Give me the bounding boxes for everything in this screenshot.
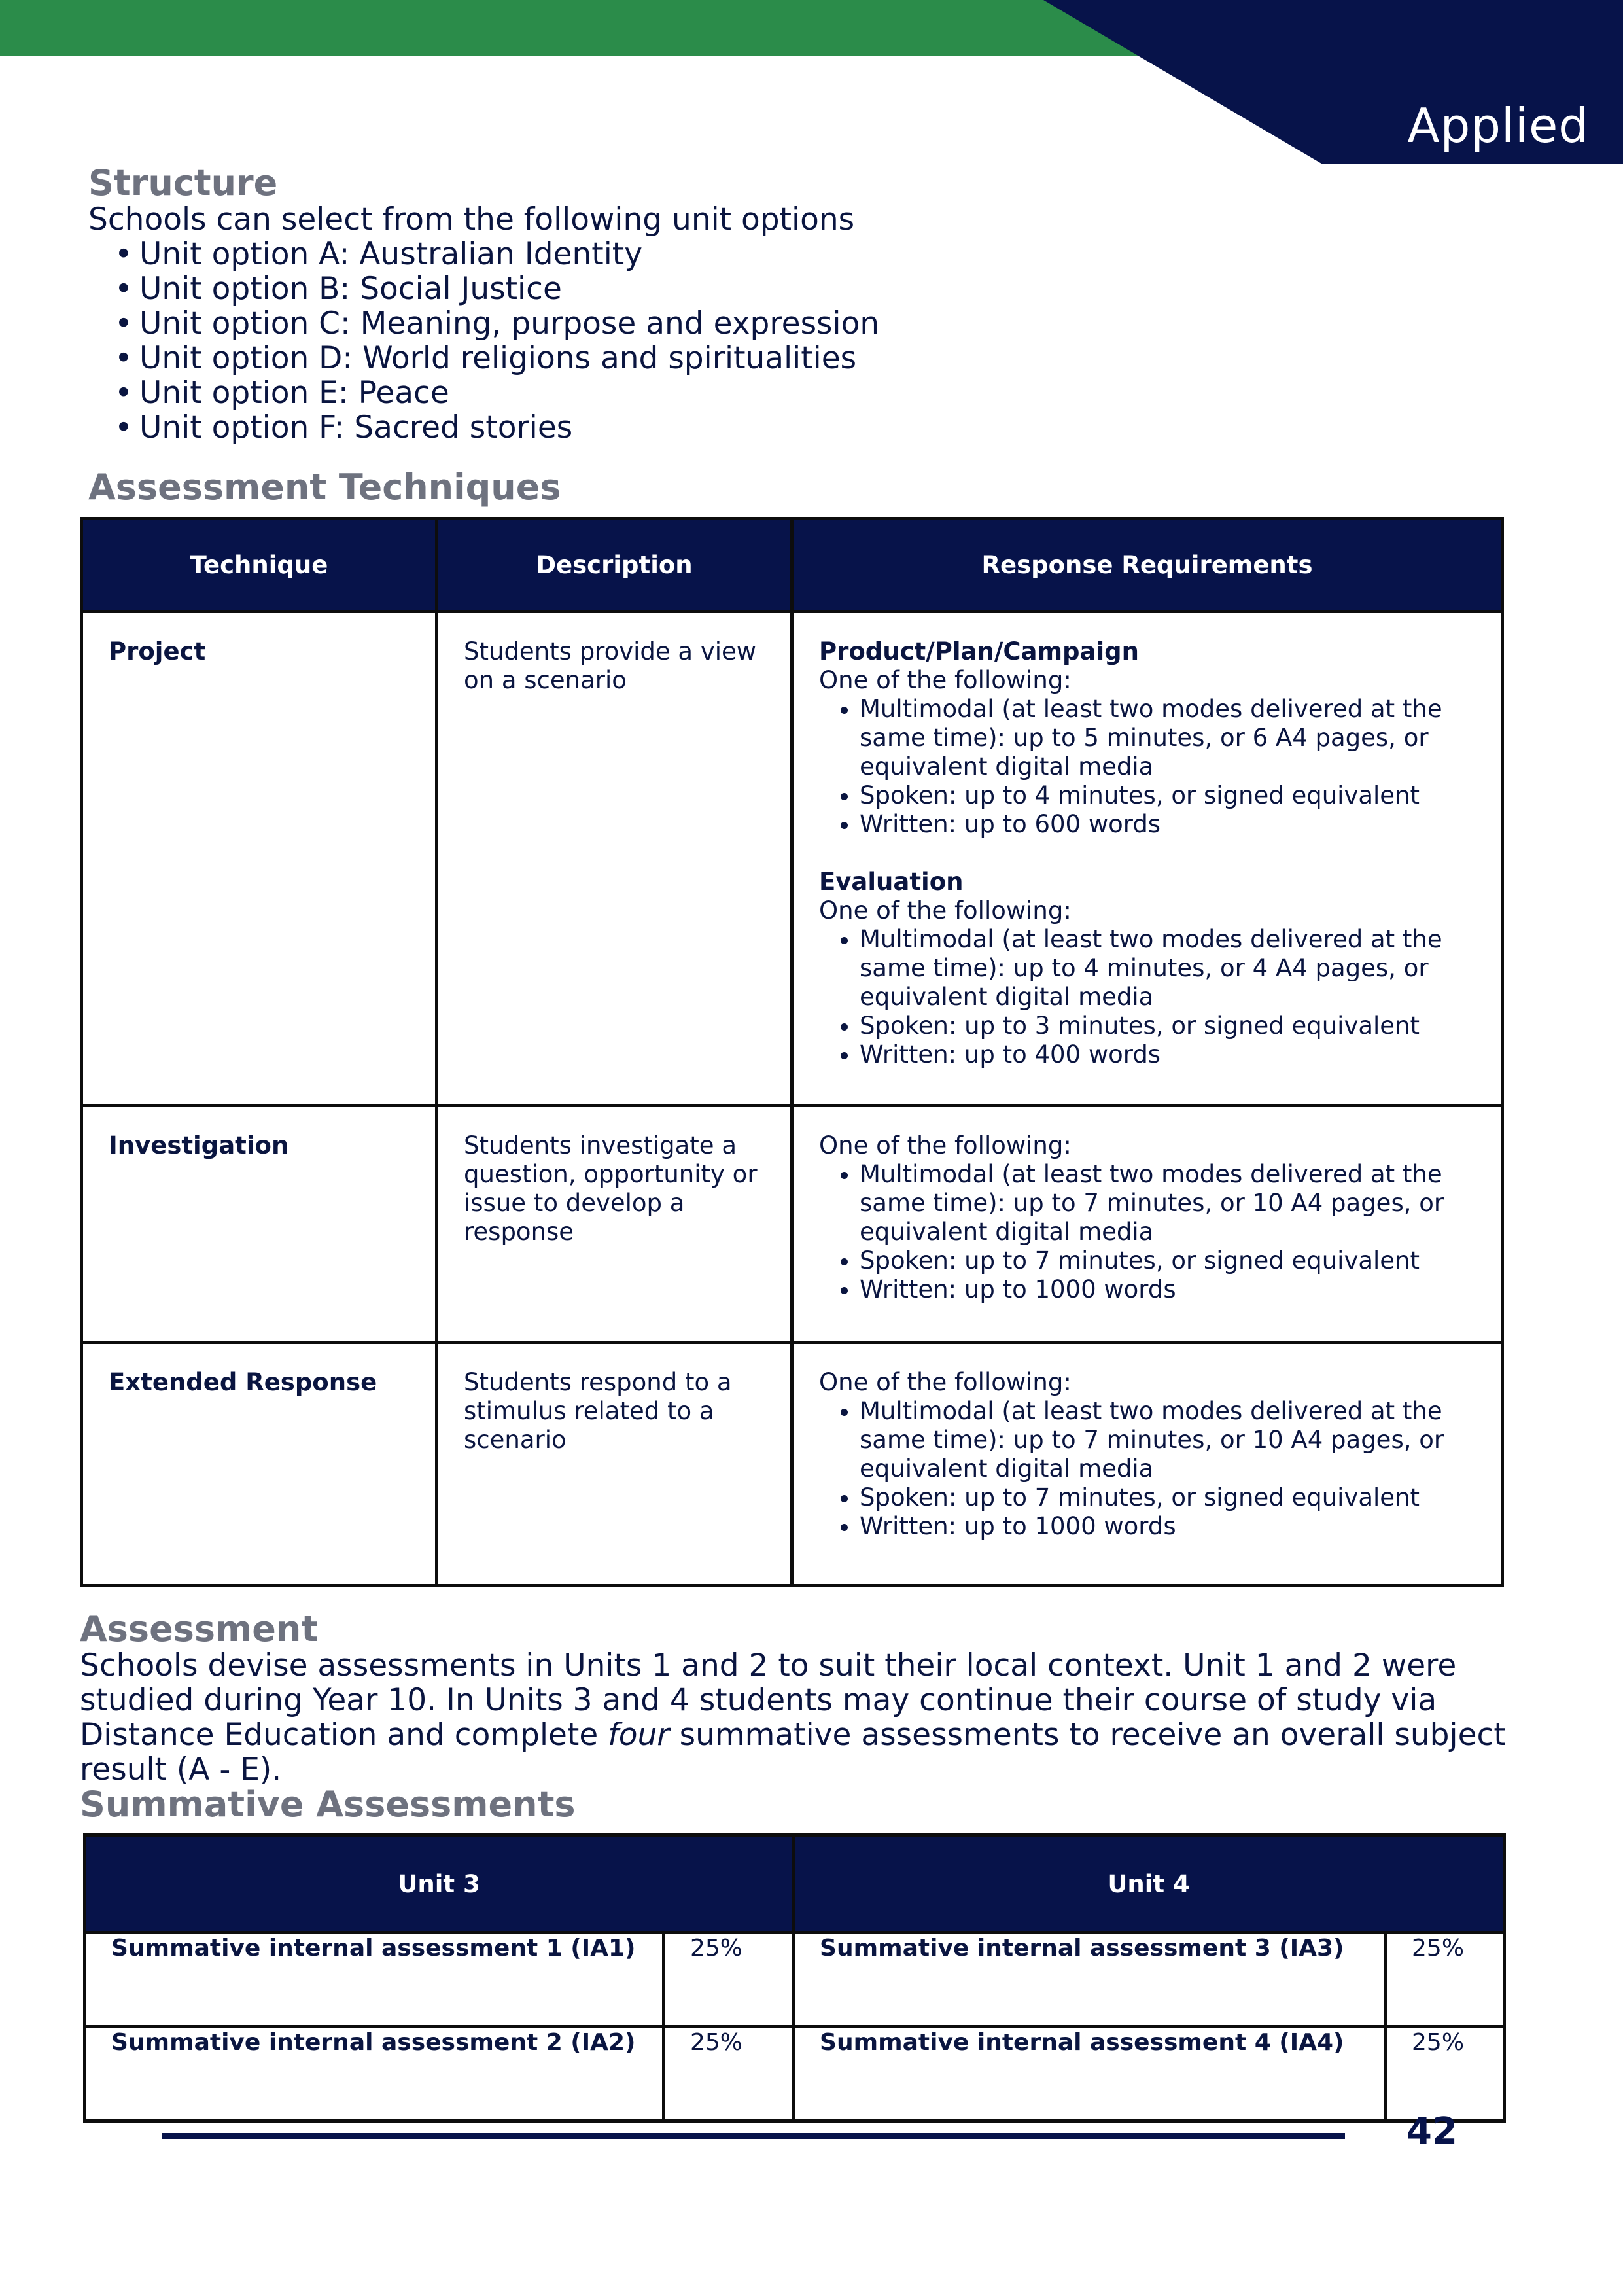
requirement-lead: One of the following:	[819, 666, 1072, 694]
assessment-label: Summative internal assessment 4 (IA4)	[794, 2027, 1386, 2121]
response-requirements	[794, 1108, 1500, 1304]
structure-section	[88, 164, 1527, 445]
technique-name: Project	[109, 637, 206, 665]
list-item: • Spoken: up to 7 minutes, or signed equivalent	[860, 1246, 1475, 1275]
unit-options-list	[88, 237, 1527, 445]
assessment-text-part: summative assessments to receive an overall subject result (A - E).	[80, 1717, 1506, 1788]
page-number: 42	[1406, 2110, 1457, 2153]
technique-name: Extended Response	[109, 1368, 377, 1396]
technique-name: Investigation	[109, 1131, 289, 1159]
requirement-list	[819, 1397, 1475, 1541]
footer-divider	[162, 2133, 1345, 2139]
list-item: • Written: up to 1000 words	[860, 1275, 1475, 1304]
column-header: Technique	[82, 519, 437, 612]
table-row	[82, 612, 1503, 1106]
summative-heading: Summative Assessments	[80, 1784, 576, 1825]
table-row	[82, 1343, 1503, 1586]
list-item: • Written: up to 600 words	[860, 810, 1475, 839]
table-row	[85, 1933, 1505, 2027]
unit4-header: Unit 4	[794, 1835, 1505, 1933]
requirement-lead: One of the following:	[819, 1131, 1072, 1159]
assessment-label: Summative internal assessment 2 (IA2)	[85, 2027, 664, 2121]
list-item: • Multimodal (at least two modes delivered at the same time): up to 5 minutes, or 6 A4 pages, or equivalent digital media	[860, 695, 1475, 781]
list-item: • Written: up to 1000 words	[860, 1512, 1475, 1541]
list-item: • Spoken: up to 4 minutes, or signed equivalent	[860, 781, 1475, 810]
requirement-list	[819, 1160, 1475, 1304]
requirement-list	[819, 925, 1475, 1069]
table-row	[85, 2027, 1505, 2121]
column-header: Response Requirements	[792, 519, 1503, 612]
assessment-weight: 25%	[1386, 1933, 1505, 2027]
assessment-label: Summative internal assessment 1 (IA1)	[85, 1933, 664, 2027]
requirement-list	[819, 695, 1475, 839]
table-header-row	[85, 1835, 1505, 1933]
list-item: • Unit option C: Meaning, purpose and expression	[114, 306, 1527, 341]
list-item: • Multimodal (at least two modes delivered at the same time): up to 7 minutes, or 10 A4 pages, or equivalent digital media	[860, 1160, 1475, 1246]
list-item: • Spoken: up to 3 minutes, or signed equivalent	[860, 1012, 1475, 1040]
assessment-section	[80, 1610, 1539, 1787]
assessment-text-part: Schools devise assessments in Units 1 and 2 to suit their local context. Unit 1 and 2 were studied during Year 10. In Units 3 and 4 students may continue their course of study via Distance Education and complete	[80, 1648, 1457, 1754]
list-item: • Multimodal (at least two modes delivered at the same time): up to 4 minutes, or 4 A4 pages, or equivalent digital media	[860, 925, 1475, 1012]
assessment-weight: 25%	[664, 1933, 794, 2027]
technique-description: Students investigate a question, opportunity or issue to develop a response	[464, 1131, 758, 1246]
list-item: • Unit option B: Social Justice	[114, 272, 1527, 306]
unit3-header: Unit 3	[85, 1835, 794, 1933]
list-item: • Unit option A: Australian Identity	[114, 237, 1527, 272]
list-item: • Written: up to 400 words	[860, 1040, 1475, 1069]
requirement-title: Product/Plan/Campaign	[819, 637, 1140, 665]
assessment-weight: 25%	[1386, 2027, 1505, 2121]
column-header: Description	[437, 519, 792, 612]
assessment-label: Summative internal assessment 3 (IA3)	[794, 1933, 1386, 2027]
requirement-title: Evaluation	[819, 868, 964, 896]
list-item: • Unit option D: World religions and spiritualities	[114, 341, 1527, 376]
response-requirements	[794, 614, 1500, 1069]
technique-description: Students respond to a stimulus related to a scenario	[464, 1368, 732, 1454]
table-row	[82, 1106, 1503, 1343]
green-band	[0, 0, 1138, 56]
header-band	[0, 0, 1623, 164]
list-item: • Multimodal (at least two modes delivered at the same time): up to 7 minutes, or 10 A4 pages, or equivalent digital media	[860, 1397, 1475, 1483]
list-item: • Unit option F: Sacred stories	[114, 410, 1527, 445]
assessment-text-emphasis: four	[608, 1717, 670, 1754]
assessment-weight: 25%	[664, 2027, 794, 2121]
structure-intro: Schools can select from the following unit options	[88, 202, 855, 238]
requirement-lead: One of the following:	[819, 1368, 1072, 1396]
list-item: • Spoken: up to 7 minutes, or signed equivalent	[860, 1483, 1475, 1512]
techniques-table	[80, 517, 1504, 1587]
assessment-text	[80, 1648, 1539, 1787]
response-requirements	[794, 1345, 1500, 1541]
techniques-heading: Assessment Techniques	[88, 467, 561, 508]
structure-heading: Structure	[88, 162, 278, 203]
assessment-heading: Assessment	[80, 1608, 319, 1650]
category-badge: Applied	[1407, 98, 1589, 153]
requirement-lead: One of the following:	[819, 896, 1072, 925]
table-header-row	[82, 519, 1503, 612]
list-item: • Unit option E: Peace	[114, 376, 1527, 410]
summative-table	[83, 1833, 1506, 2123]
technique-description: Students provide a view on a scenario	[464, 637, 757, 694]
